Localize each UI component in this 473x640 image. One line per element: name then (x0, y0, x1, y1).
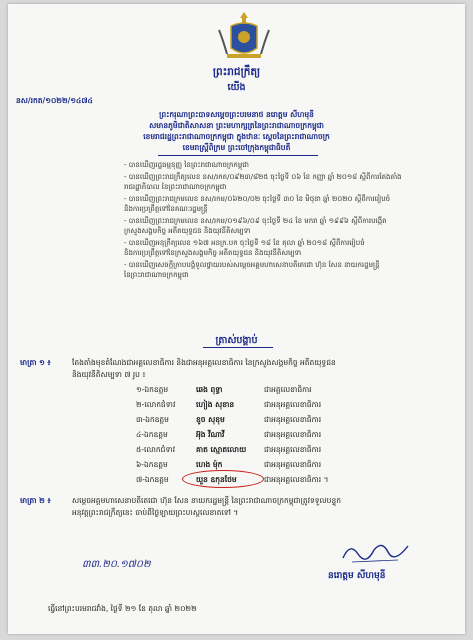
appointee-role: ជាអនុអគ្គលេខាធិការ (264, 445, 322, 454)
appointee-role: ជាអគ្គលេខាធិការ (264, 385, 312, 394)
bullet-line: - បានឃើញអនុក្រឹត្យលេខ ១៦៧ អនក្រ.បក ចុះថ្ងៃទី ១៨ ខែ តុលា ឆ្នាំ ២០១៨ ស្តីពីការរៀបចំ (124, 239, 365, 247)
article-2-text: អនុវត្តព្រះរាជក្រឹត្យនេះ ចាប់ពីថ្ងៃឡាយព្រះហស្តលេខាតទៅ ។ (72, 508, 239, 517)
bullet-line: - បានឃើញរដ្ឋធម្មនុញ្ញ នៃព្រះរាជាណាចក្រកម្ពុជា (124, 161, 249, 169)
bullet-line: រាជរដ្ឋាភិបាល នៃព្រះរាជាណាចក្រកម្ពុជា (124, 183, 227, 191)
appointee-name: គាត ស្មោតលោយ (196, 445, 247, 454)
appointee-role: ជាអនុអគ្គលេខាធិការ (264, 415, 322, 424)
royal-signature-icon (338, 536, 413, 566)
decree-subtitle: យើង (227, 82, 246, 93)
appointee-name-highlighted: យួន ឧកុនថែម (196, 475, 237, 484)
decree-page (8, 4, 465, 634)
decree-heading: ត្រាស់បង្គាប់ (215, 335, 258, 346)
appointee-name: ហៀង សុខាន (196, 400, 235, 409)
seal-annotation: ៣៣.២០.១៧០២ (82, 559, 151, 570)
appointee-number: ៥-លោកជំទាវ (136, 445, 175, 454)
appointee-number: ២-លោកជំទាវ (136, 400, 176, 409)
preamble-line-4: ខេមរាស្ត្រីពិក្រម ព្រះចៅក្រុងកម្ពុជាធិបតី (182, 143, 291, 152)
article-1-text: និងយុវនីតិសម្បទា ៧ រូប ៖ (72, 370, 146, 379)
appointee-number: ៣-ឯកឧត្តម (136, 415, 169, 424)
heading-underline (203, 347, 273, 348)
reference-number: នស/រកត/១០២២/១៤៧៤ (16, 96, 93, 105)
appointee-role: ជាអនុអគ្គលេខាធិការ (264, 400, 322, 409)
article-1-label: មាត្រា ១ ៖ (20, 358, 51, 367)
appointee-role: ជាអនុអគ្គលេខាធិការ (264, 460, 322, 469)
appointee-name: ឆេង ពុទ្ធា (196, 385, 223, 394)
bullet-line: ក្រសួងសង្គមកិច្ច អតីតយុទ្ធជន និងយុវនីតិសម្បទា (124, 227, 251, 235)
bullet-line: - បានឃើញព្រះរាជក្រមលេខ នស/រកម/០៦២០/០២ ចុះថ្ងៃទី ៣០ ខែ មិថុនា ឆ្នាំ ២០២០ ស្តីពីការរៀបចំ (124, 195, 391, 203)
appointee-role: ជាអនុអគ្គលេខាធិការ (264, 430, 322, 439)
royal-coat-of-arms-icon (213, 10, 275, 62)
bullet-line: និងការប្រព្រឹត្តទៅនៃគណៈរដ្ឋមន្ត្រី (124, 205, 208, 213)
appointee-number: ៦-ឯកឧត្តម (136, 460, 168, 469)
preamble-line-3: ខេមរាជរដ្ឋព្រះរាជាណាចក្រកម្ពុជា ក្នុងឋានៈ ស្តេចនៃព្រះរាជាណាចក្រ (143, 132, 330, 141)
appointee-number: ៤-ឯកឧត្តម (136, 430, 168, 439)
preamble-line-1: ព្រះករុណាព្រះបាទសម្តេចព្រះបរមនាថ នរោត្តម សីហមុនី (159, 110, 314, 119)
appointee-role: ជាអនុអគ្គលេខាធិការ ។ (264, 475, 329, 484)
bullet-line: - បានឃើញព្រះរាជក្រឹត្យលេខ នស/រកត/០៩២៣/៨២៥ ចុះថ្ងៃទី ០៦ ខែ កញ្ញា ឆ្នាំ ២០១៨ ស្តីពីការតែងតាំង (124, 173, 402, 181)
preamble-line-2: សមានភូមិជាតិសាសនា ព្រះមហាក្សត្រនៃព្រះរាជាណាចក្រកម្ពុជា (149, 121, 324, 130)
article-2-label: មាត្រា ២ ៖ (20, 496, 51, 505)
bullet-line: - បានឃើញសេចក្តីក្រាបបង្គំទូលថ្វាយរបស់សម្តេចអគ្គមហាសេនាបតីតេជោ ហ៊ុន សែន នាយករដ្ឋមន្ត្រី (124, 261, 380, 269)
article-1-text: តែងតាំងមុខតំណែងជាអគ្គលេខាធិការ និងជាអនុអគ្គលេខាធិការ នៃក្រសួងសង្គមកិច្ច អតីតយុទ្ធជន (72, 358, 336, 367)
king-name: នរោត្តម សីហមុនី (328, 571, 386, 581)
article-2-text: សម្តេចអគ្គមហាសេនាបតីតេជោ ហ៊ុន សែន នាយករដ្ឋមន្ត្រី នៃព្រះរាជាណាចក្រកម្ពុជាត្រូវទទួលបន្ទុក (72, 496, 341, 505)
appointee-name: ហេង ម៉ុក (196, 460, 223, 469)
appointee-name: ខូច សុខុម (196, 415, 225, 424)
highlight-circle (182, 470, 264, 488)
appointee-number: ១-ឯកឧត្តម (136, 385, 169, 394)
bullet-line: និងការប្រព្រឹត្តទៅនៃក្រសួងសង្គមកិច្ច អតីតយុទ្ធជន និងយុវនីតិសម្បទា (124, 249, 302, 257)
divider (158, 155, 318, 156)
bullet-line: នៃព្រះរាជាណាចក្រកម្ពុជា (124, 271, 189, 279)
appointee-number: ៧-ឯកឧត្តម (136, 475, 169, 484)
appointee-name: អ៊ុង វីណាវី (196, 430, 225, 439)
decree-title: ព្រះរាជក្រឹត្យ (212, 66, 261, 78)
bullet-line: - បានឃើញព្រះរាជក្រមលេខ នស/រកម/០១៩៦/០៩ ចុះថ្ងៃទី ២៤ ខែ មករា ឆ្នាំ ១៩៩៦ ស្តីពីការបង្កើត (124, 217, 387, 225)
place-and-date: ធ្វើនៅព្រះបរមរាជវាំង, ថ្ងៃទី ២១ ខែ តុលា ឆ្នាំ ២០២២ (48, 604, 197, 613)
